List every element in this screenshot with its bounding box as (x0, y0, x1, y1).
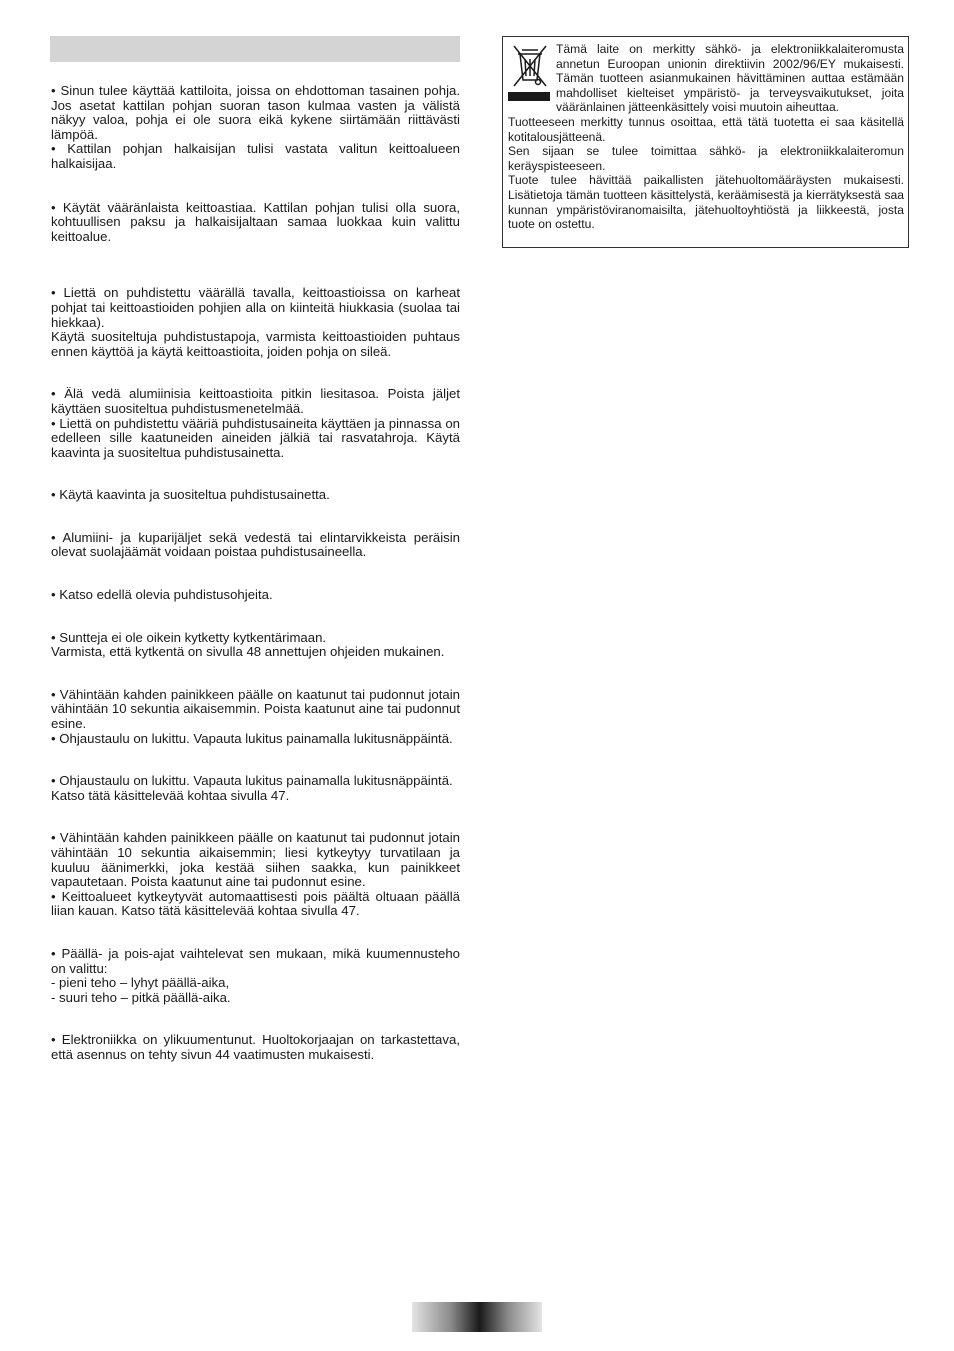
troubleshooting-section-7 (51, 588, 460, 603)
paragraph: • Ohjaustaulu on lukittu. Vapauta lukitus painamalla lukitusnäppäintä. (51, 730, 453, 746)
troubleshooting-section-2 (51, 201, 460, 245)
troubleshooting-section-3 (51, 286, 460, 359)
crossed-out-wheelie-bin-icon (508, 42, 552, 104)
troubleshooting-section-12 (51, 947, 460, 1005)
paragraph: • Vähintään kahden painikkeen päälle on kaatunut tai pudonnut jotain vähintään 10 sekuntia aikaisemmin; liesi kytkeytyy turvatilaan ja kuuluu äänimerkki, joka kestää siihen saakka, kun painikkeet vapautetaan. Poista kaatunut aine tai pudonnut esine. (51, 830, 460, 890)
paragraph: • Elektroniikka on ylikuumentunut. Huoltokorjaajan on tarkastettava, että asennus on tehty sivun 44 vaatimusten mukaisesti. (51, 1032, 460, 1062)
page-number-bar (412, 1302, 542, 1332)
troubleshooting-column (51, 84, 460, 1063)
paragraph: • Suntteja ei ole oikein kytketty kytkentärimaan. (51, 629, 327, 645)
paragraph: • Ohjaustaulu on lukittu. Vapauta lukitus painamalla lukitusnäppäintä. (51, 773, 453, 789)
paragraph: • Vähintään kahden painikkeen päälle on kaatunut tai pudonnut jotain vähintään 10 sekuntia aikaisemmin. Poista kaatunut aine tai pudonnut esine. (51, 686, 460, 732)
paragraph: - pieni teho – lyhyt päällä-aika, (51, 975, 230, 991)
paragraph: Varmista, että kytkentä on sivulla 48 annettujen ohjeiden mukainen. (51, 644, 445, 660)
paragraph: • Keittoalueet kytkeytyvät automaattisesti pois päältä oltuaan päällä liian kauan. Katso tätä käsittelevää kohtaa sivulla 47. (51, 888, 460, 919)
paragraph: • Katso edellä olevia puhdistusohjeita. (51, 587, 273, 603)
paragraph: • Päällä- ja pois-ajat vaihtelevat sen mukaan, mikä kuumennusteho on valittu: (51, 945, 460, 976)
paragraph: - suuri teho – pitkä päällä-aika. (51, 989, 231, 1005)
troubleshooting-section-13 (51, 1033, 460, 1062)
troubleshooting-section-9 (51, 688, 460, 746)
paragraph: • Kattilan pohjan halkaisijan tulisi vastata valitun keittoalueen halkaisijaa. (51, 141, 460, 171)
troubleshooting-section-8 (51, 631, 460, 660)
troubleshooting-section-4 (51, 387, 460, 460)
paragraph: • Alumiini- ja kuparijäljet sekä vedestä tai elintarvikkeista peräisin olevat suolajäämät voidaan poistaa puhdistusaineella. (51, 529, 460, 560)
paragraph: • Käytä kaavinta ja suositeltua puhdistusainetta. (51, 487, 330, 503)
paragraph: • Älä vedä alumiinisia keittoastioita pitkin liesitasoa. Poista jäljet käyttäen suositeltua puhdistusmenetelmää. (51, 386, 460, 416)
section-header-bar (50, 36, 460, 62)
paragraph: Katso tätä käsittelevää kohtaa sivulla 47. (51, 787, 290, 803)
troubleshooting-section-1 (51, 84, 460, 172)
notice-paragraph: Tuotteeseen merkitty tunnus osoittaa, että tätä tuotetta ei saa käsitellä kotitalousjätteenä. (508, 114, 904, 144)
troubleshooting-section-11 (51, 831, 460, 919)
paragraph: Käytä suositeltuja puhdistustapoja, varmista keittoastioiden puhtaus ennen käyttöä ja käytä keittoastioita, joiden pohja on sileä. (51, 329, 460, 359)
paragraph: • Käytät vääränlaista keittoastiaa. Kattilan pohjan tulisi olla suora, kohtuullisen paksu ja halkaisijaltaan samaa luokkaa kuin valittu keittoalue. (51, 199, 460, 244)
troubleshooting-section-5 (51, 488, 460, 503)
notice-paragraph: Tuote tulee hävittää paikallisten jätehuoltomääräysten mukaisesti. Lisätietoja tämän tuotteen käsittelystä, keräämisestä ja kierrätyksestä saa kunnan ympäristöviranomaisilta, jätehuoltoyhtiöstä ja liikkeestä, josta tuote on ostettu. (508, 173, 904, 232)
troubleshooting-section-6 (51, 531, 460, 560)
troubleshooting-section-10 (51, 774, 460, 803)
notice-paragraph: Sen sijaan se tulee toimittaa sähkö- ja elektroniikkalaiteromun keräyspisteeseen. (508, 144, 904, 173)
notice-paragraph: Tämä laite on merkitty sähkö- ja elektroniikkalaiteromusta annetun Euroopan unionin direktiivin 2002/96/EY mukaisesti. Tämän tuotteen asianmukainen hävittäminen auttaa estämään mahdolliset kielteiset ympäristö- ja terveysvaikutukset, joita vääränlainen jätteenkäsittely voisi muutoin aiheuttaa. (556, 42, 904, 115)
paragraph: • Liettä on puhdistettu väärällä tavalla, keittoastioissa on karheat pohjat tai keittoastioiden pohjien alla on kiinteitä hiukkasia (suolaa tai hiekkaa). (51, 285, 460, 330)
weee-notice-box (502, 36, 909, 248)
paragraph: • Sinun tulee käyttää kattiloita, joissa on ehdottoman tasainen pohja. Jos asetat kattilan pohjan suoran tason kulmaa vasten ja välistä näkyy valoa, pohja ei ole suora eikä kykene siirtämään riittävästi lämpöä. (51, 83, 460, 142)
paragraph: • Liettä on puhdistettu vääriä puhdistusaineita käyttäen ja pinnassa on edelleen sille kaatuneiden aineiden jälkiä tai rasvatahroja. Käytä kaavinta ja suositeltua puhdistusainetta. (51, 415, 460, 460)
